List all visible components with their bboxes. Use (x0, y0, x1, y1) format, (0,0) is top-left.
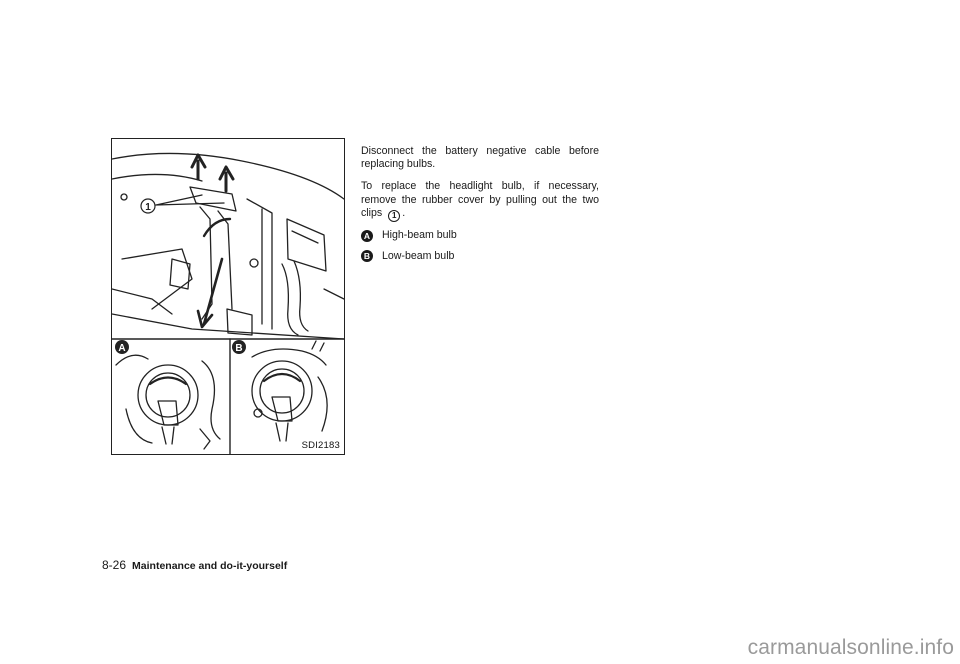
callout-1-label: 1 (145, 202, 151, 213)
page-number: 8-26 (102, 558, 127, 572)
illustration-drawing (112, 139, 344, 454)
label-b: B (235, 343, 243, 354)
legend-label-a: High-beam bulb (382, 229, 457, 242)
paragraph-replace-end: . (402, 207, 406, 220)
paragraph-replace-text: To replace the headlight bulb, if necessary, remove the rubber cover by pulling out the two clips (361, 180, 599, 220)
paragraph-replace (361, 180, 599, 222)
legend-ref-b: B (361, 250, 373, 262)
figure-code: SDI2183 (301, 440, 340, 451)
legend-item-b (361, 250, 599, 263)
legend-item-a (361, 229, 599, 242)
label-a: A (118, 343, 126, 354)
instruction-text (361, 145, 599, 270)
paragraph-battery: Disconnect the battery negative cable before replacing bulbs. (361, 145, 599, 171)
legend-ref-a: A (361, 230, 373, 242)
headlight-bulb-illustration (111, 138, 345, 455)
legend-label-b: Low-beam bulb (382, 249, 455, 262)
section-title: Maintenance and do-it-yourself (132, 560, 288, 572)
clip-ref-1: 1 (388, 210, 400, 222)
page-footer (102, 558, 287, 572)
watermark: carmanualsonline.info (747, 636, 954, 659)
